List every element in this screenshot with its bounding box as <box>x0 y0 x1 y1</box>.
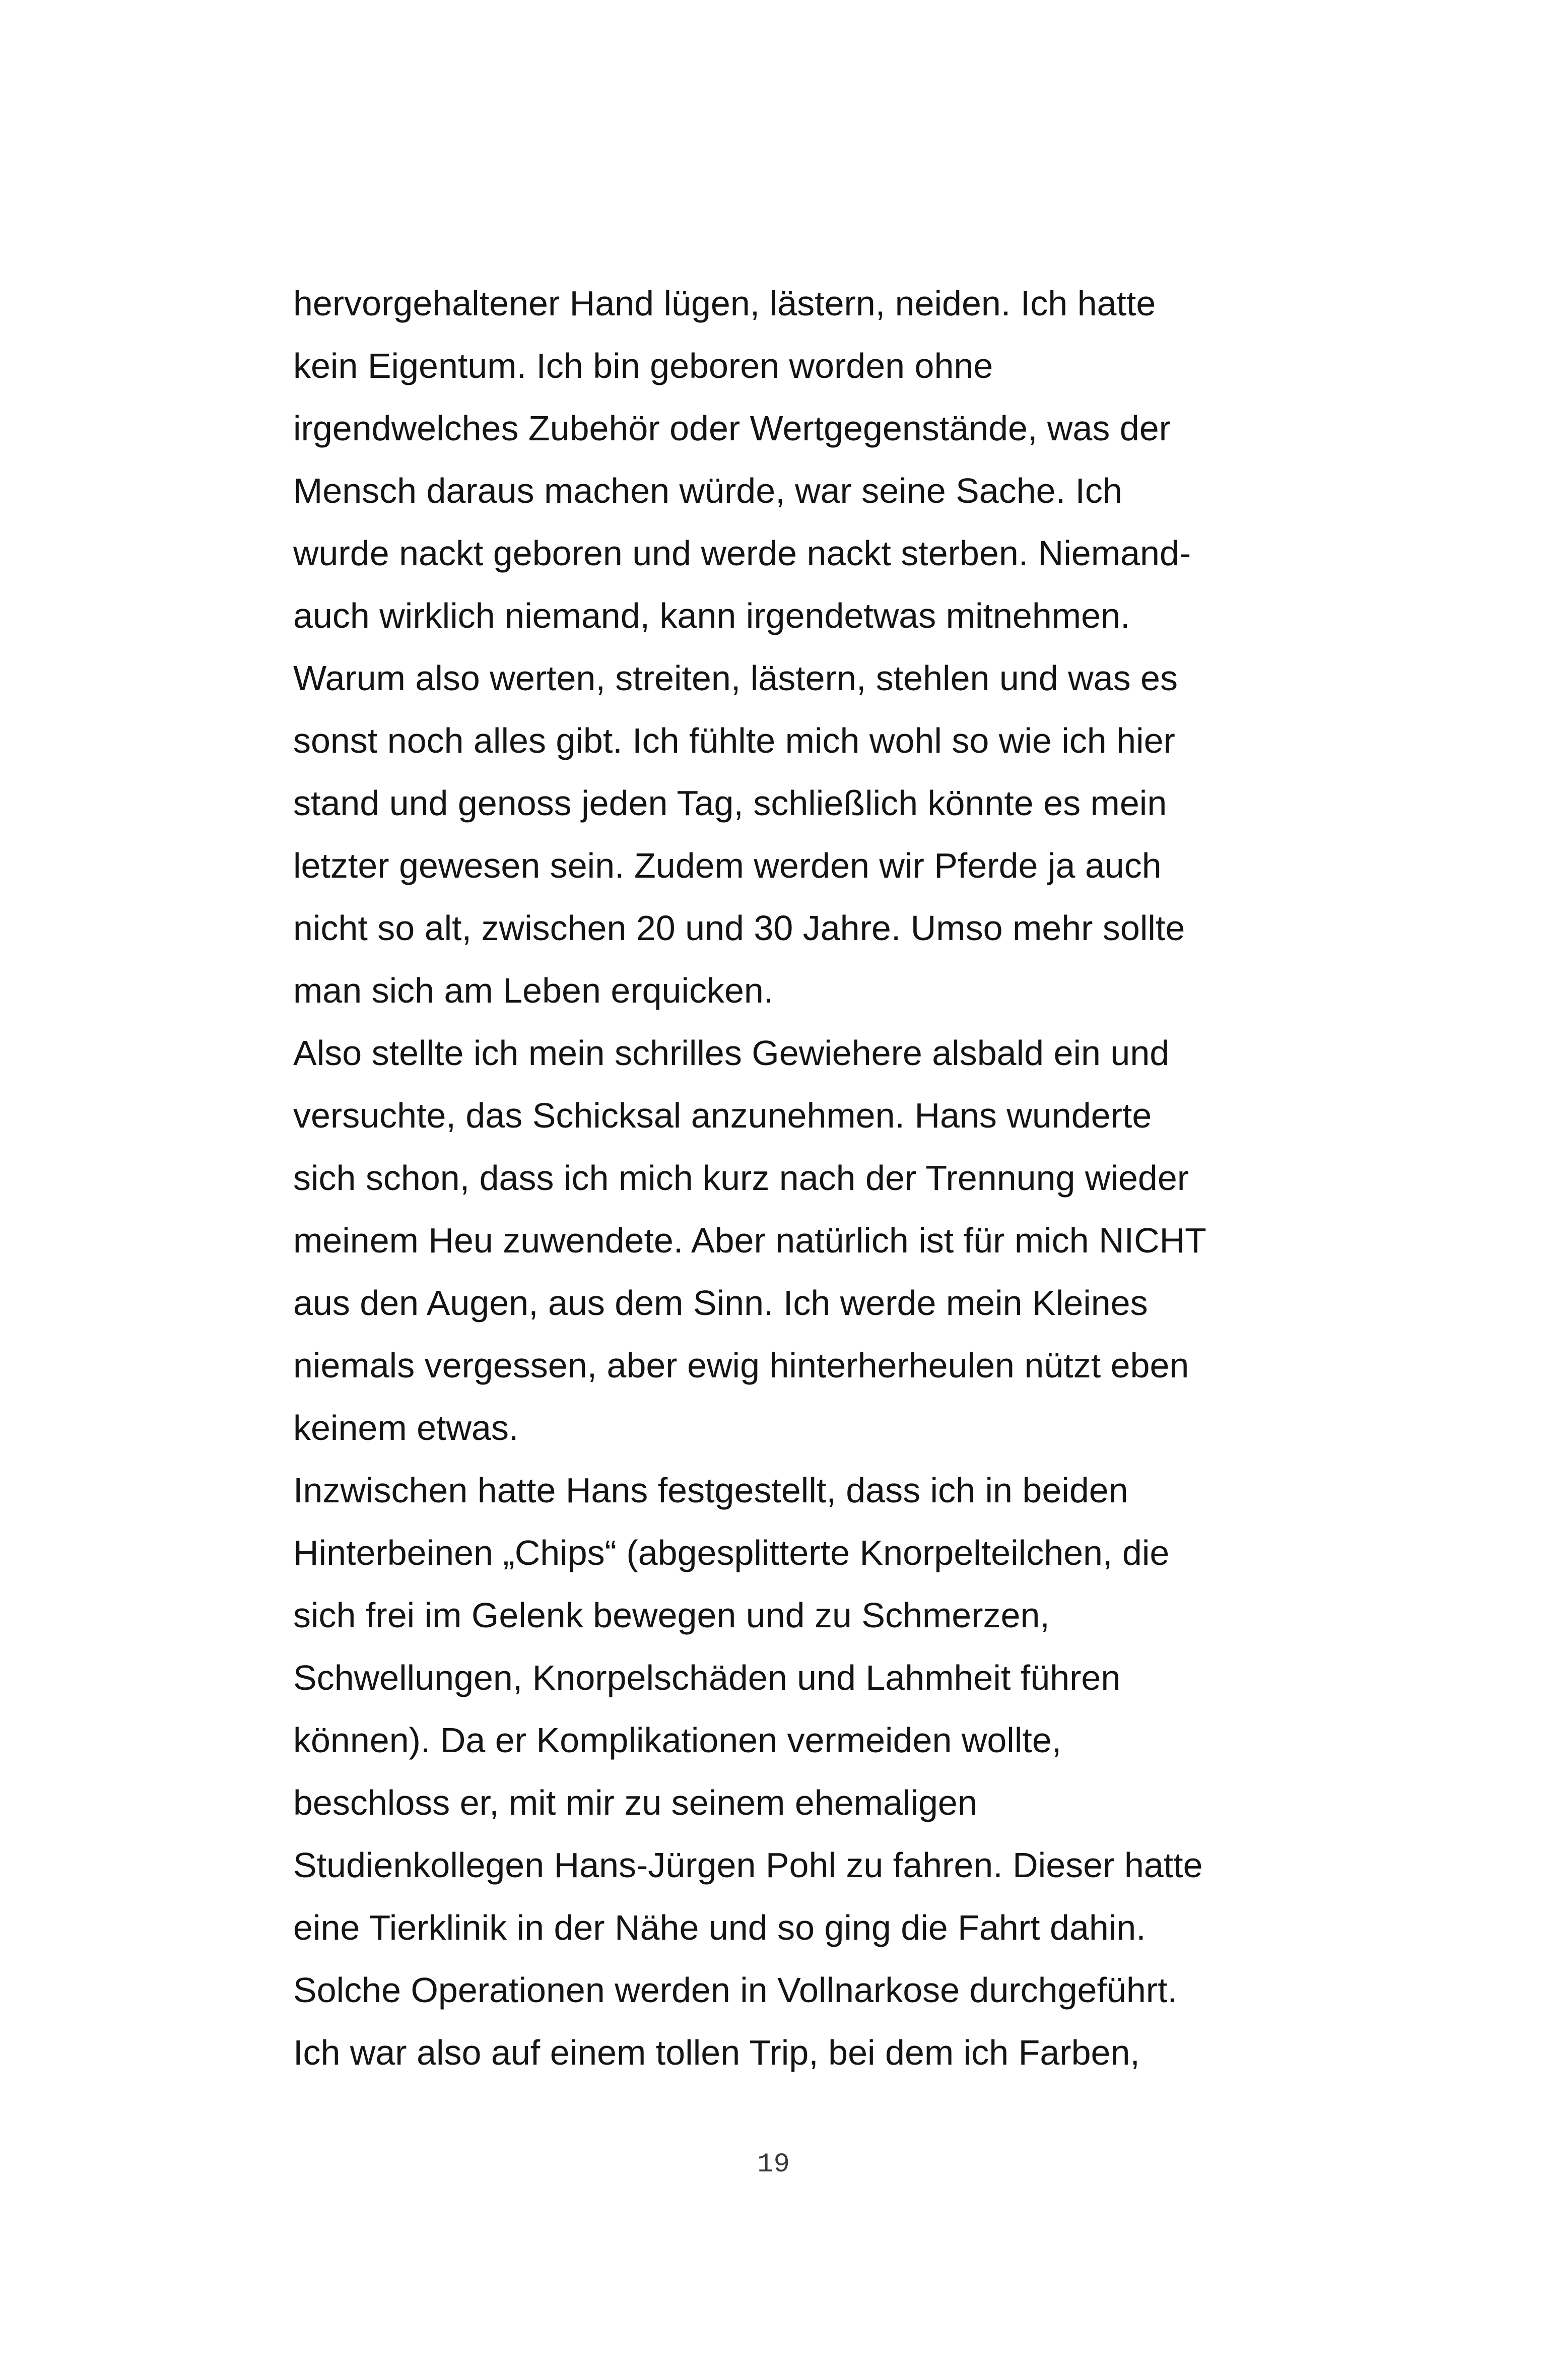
text-line: wurde nackt geboren und werde nackt sterben. Niemand- <box>293 534 1191 573</box>
text-line: niemals vergessen, aber ewig hinterherheulen nützt eben <box>293 1346 1189 1385</box>
text-line: meinem Heu zuwendete. Aber natürlich ist für mich NICHT <box>293 1221 1206 1260</box>
text-line: irgendwelches Zubehör oder Wertgegenstände, was der <box>293 409 1171 448</box>
text-line: sich frei im Gelenk bewegen und zu Schmerzen, <box>293 1596 1050 1635</box>
body-text <box>293 272 1275 2084</box>
text-line: Solche Operationen werden in Vollnarkose durchgeführt. <box>293 1970 1177 2010</box>
text-line: kein Eigentum. Ich bin geboren worden ohne <box>293 346 993 385</box>
text-line: Studienkollegen Hans-Jürgen Pohl zu fahren. Dieser hatte <box>293 1845 1203 1885</box>
text-line: Also stellte ich mein schrilles Gewiehere alsbald ein und <box>293 1033 1170 1073</box>
text-line: Inzwischen hatte Hans festgestellt, dass ich in beiden <box>293 1471 1128 1510</box>
text-line: Schwellungen, Knorpelschäden und Lahmheit führen <box>293 1658 1121 1697</box>
text-line: Warum also werten, streiten, lästern, stehlen und was es <box>293 658 1178 698</box>
text-line: keinem etwas. <box>293 1408 519 1447</box>
text-line: versuchte, das Schicksal anzunehmen. Hans wunderte <box>293 1096 1152 1135</box>
page-number: 19 <box>757 2149 790 2180</box>
text-line: auch wirklich niemand, kann irgendetwas mitnehmen. <box>293 596 1130 635</box>
text-line: hervorgehaltener Hand lügen, lästern, neiden. Ich hatte <box>293 284 1156 323</box>
text-line: Mensch daraus machen würde, war seine Sache. Ich <box>293 471 1122 510</box>
text-line: Ich war also auf einem tollen Trip, bei dem ich Farben, <box>293 2033 1140 2072</box>
text-line: beschloss er, mit mir zu seinem ehemaligen <box>293 1783 977 1822</box>
text-line: stand und genoss jeden Tag, schließlich könnte es mein <box>293 783 1167 823</box>
text-line: sich schon, dass ich mich kurz nach der Trennung wieder <box>293 1158 1189 1198</box>
text-line: letzter gewesen sein. Zudem werden wir Pferde ja auch <box>293 846 1162 885</box>
text-line: man sich am Leben erquicken. <box>293 971 774 1010</box>
text-line: können). Da er Komplikationen vermeiden wollte, <box>293 1721 1062 1760</box>
text-line: eine Tierklinik in der Nähe und so ging die Fahrt dahin. <box>293 1908 1146 1947</box>
text-line: aus den Augen, aus dem Sinn. Ich werde mein Kleines <box>293 1283 1148 1323</box>
text-line: sonst noch alles gibt. Ich fühlte mich wohl so wie ich hier <box>293 721 1175 760</box>
text-line: nicht so alt, zwischen 20 und 30 Jahre. Umso mehr sollte <box>293 908 1185 948</box>
text-line: Hinterbeinen „Chips“ (abgesplitterte Knorpelteilchen, die <box>293 1533 1170 1572</box>
